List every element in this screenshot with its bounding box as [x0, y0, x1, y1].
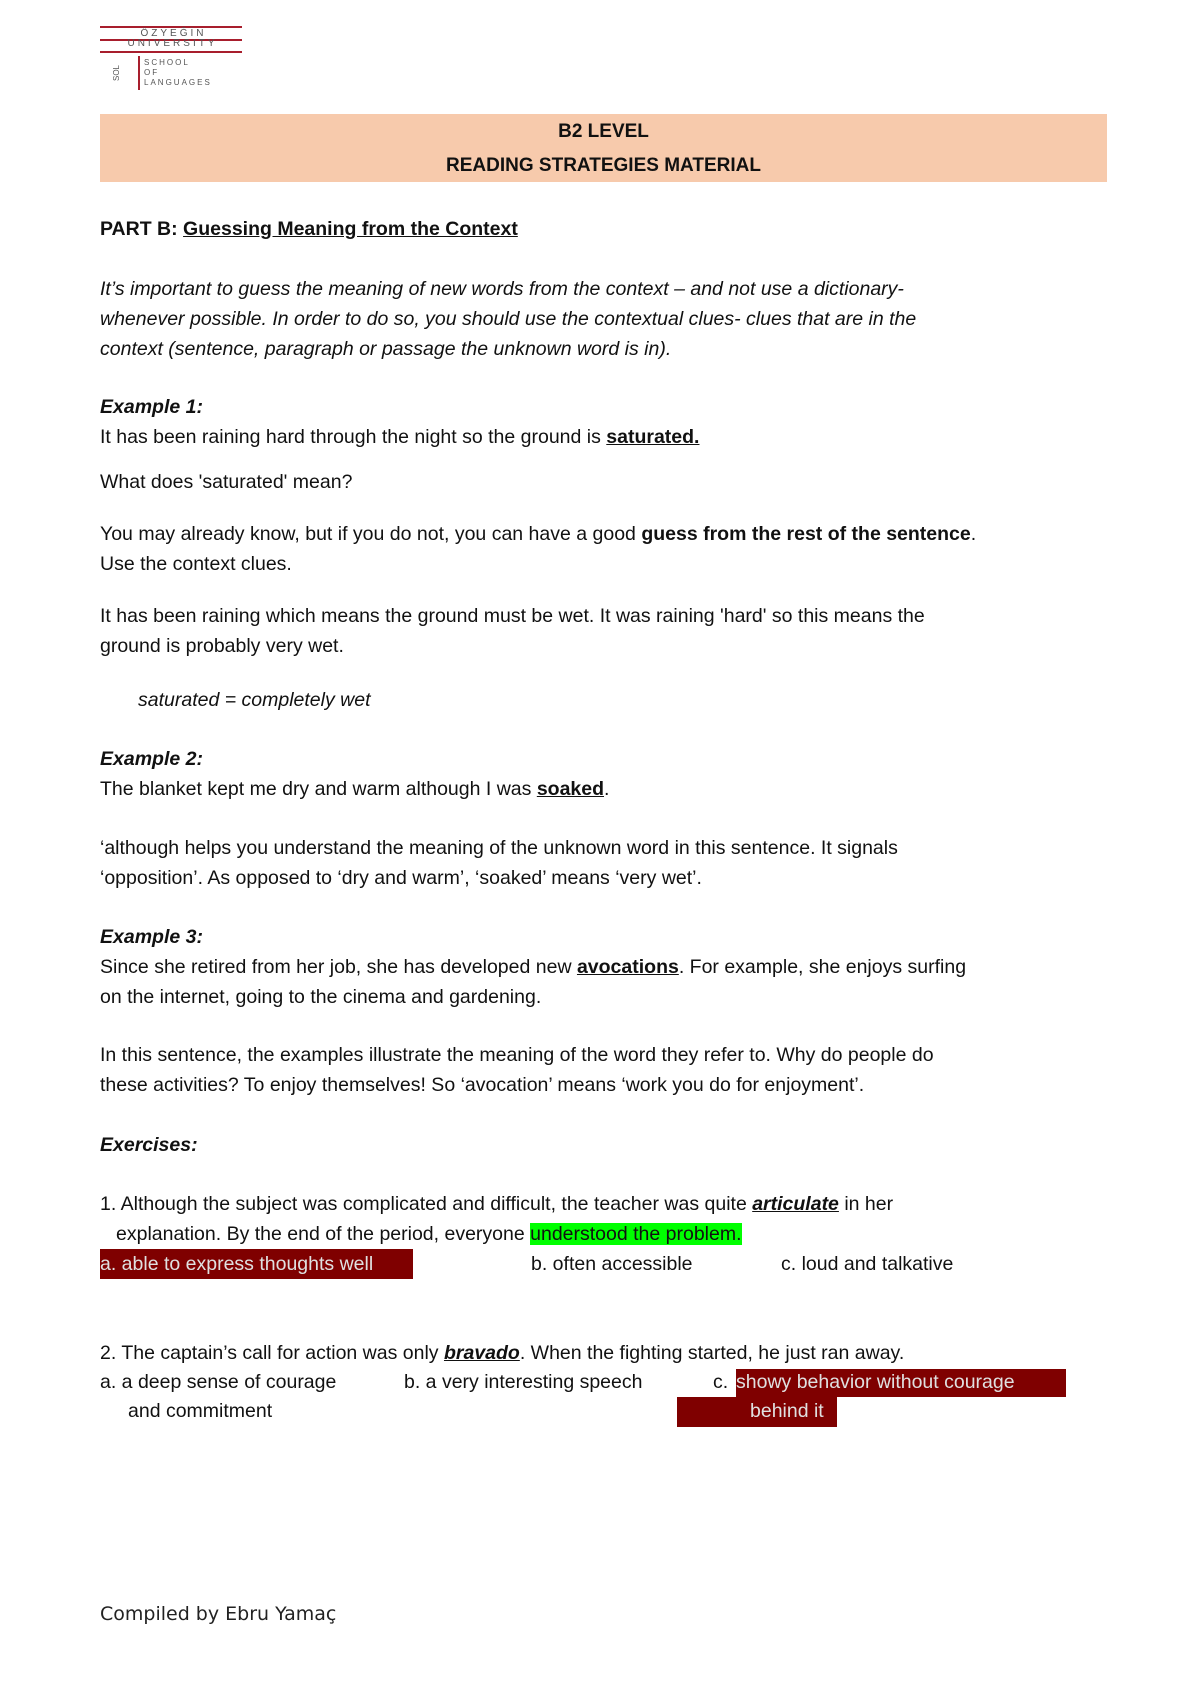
example2-word: soaked	[536, 778, 605, 800]
exercise2-text: 2. The captain’s call for action was only	[100, 1342, 444, 1364]
exercise2-option-b: b. a very interesting speech	[404, 1371, 643, 1393]
example1-paragraph1	[100, 519, 976, 549]
exercise2-option-a: a. a deep sense of courage	[100, 1371, 337, 1393]
example1-p1-bold: guess from the rest of the sentence	[641, 523, 971, 545]
example3-sentence-text: Since she retired from her job, she has developed new	[100, 956, 577, 978]
footer-credit: Compiled by Ebru Yamaç	[100, 1603, 337, 1625]
university-logo	[100, 26, 245, 92]
level-title: B2 LEVEL	[558, 121, 649, 142]
exercises-heading: Exercises:	[100, 1134, 198, 1156]
logo-school-text	[144, 58, 212, 88]
intro-line: context (sentence, paragraph or passage the unknown word is in).	[100, 338, 672, 360]
exercise1-text-end: in her	[838, 1193, 894, 1215]
example2-sentence	[100, 774, 609, 804]
example3-explanation: these activities? To enjoy themselves! So ‘avocation’ means ‘work you do for enjoyment’.	[100, 1074, 865, 1096]
exercise1-question-line2	[116, 1219, 742, 1249]
exercise1-text: 1. Although the subject was complicated and difficult, the teacher was quite	[100, 1193, 753, 1215]
example1-question: What does 'saturated' mean?	[100, 471, 353, 493]
example1-sentence	[100, 422, 699, 452]
example2-sentence-text: The blanket kept me dry and warm although I was	[100, 778, 537, 800]
example1-p2-line2: ground is probably very wet.	[100, 635, 344, 657]
part-title: Guessing Meaning from the Context	[183, 218, 518, 240]
exercise1-option-a: a. able to express thoughts well	[100, 1249, 413, 1279]
exercise1-line2-text: explanation. By the end of the period, everyone	[116, 1223, 531, 1245]
exercise2-option-c: showy behavior without courage	[736, 1371, 1015, 1393]
example3-explanation: In this sentence, the examples illustrate the meaning of the word they refer to. Why do people do	[100, 1044, 934, 1066]
logo-school-line: LANGUAGES	[144, 78, 212, 87]
example1-sentence-text: It has been raining hard through the night so the ground is	[100, 426, 607, 448]
example1-definition: saturated = completely wet	[138, 689, 371, 711]
part-heading	[100, 214, 518, 244]
logo-rule-bottom	[100, 51, 242, 53]
example2-explanation: ‘opposition’. As opposed to ‘dry and warm’, ‘soaked’ means ‘very wet’.	[100, 867, 702, 889]
exercise2-option-c-label: c.	[713, 1371, 729, 1393]
example2-sentence-end: .	[604, 778, 610, 800]
example1-p1-line2: Use the context clues.	[100, 553, 292, 575]
exercise2-option-c-line2: behind it	[750, 1400, 824, 1422]
intro-line: It’s important to guess the meaning of new words from the context – and not use a dictionary-	[100, 278, 904, 300]
example3-sentence-end: . For example, she enjoys surfing	[678, 956, 967, 978]
title-band	[100, 114, 1107, 182]
example2-explanation: ‘although helps you understand the meaning of the unknown word in this sentence. It signals	[100, 837, 898, 859]
example3-sentence-line2: on the internet, going to the cinema and gardening.	[100, 986, 542, 1008]
part-label: PART B:	[100, 218, 184, 240]
exercise1-word: articulate	[752, 1193, 839, 1215]
logo-school-line: SCHOOL	[144, 58, 190, 67]
exercise1-highlight: understood the problem.	[530, 1223, 742, 1245]
exercise2-text-end: . When the fighting started, he just ran away.	[519, 1342, 905, 1364]
example1-word: saturated.	[606, 426, 700, 448]
intro-line: whenever possible. In order to do so, you should use the contextual clues- clues that are in the	[100, 308, 917, 330]
exercise1-option-a-wrap	[100, 1249, 413, 1279]
example1-heading: Example 1:	[100, 396, 203, 418]
exercise2-word: bravado	[443, 1342, 520, 1364]
example1-p2-line1: It has been raining which means the ground must be wet. It was raining 'hard' so this means the	[100, 605, 925, 627]
example3-heading: Example 3:	[100, 926, 203, 948]
example1-p1-text: You may already know, but if you do not, you can have a good	[100, 523, 642, 545]
example1-p1-end: .	[970, 523, 977, 545]
logo-school-line: OF	[144, 68, 160, 77]
logo-line1: ÖZYEĞİN	[140, 28, 207, 39]
exercise2-option-a-line2: and commitment	[128, 1400, 273, 1422]
exercise1-option-c: c. loud and talkative	[781, 1253, 954, 1275]
exercise1-option-b: b. often accessible	[531, 1253, 693, 1275]
material-title: READING STRATEGIES MATERIAL	[446, 155, 761, 176]
example3-word: avocations	[576, 956, 679, 978]
exercise2-question	[100, 1338, 904, 1368]
example3-sentence	[100, 952, 966, 982]
logo-side-text: SOL	[112, 65, 121, 82]
example2-heading: Example 2:	[100, 748, 203, 770]
exercise1-question	[100, 1189, 893, 1219]
logo-vertical-bar	[138, 56, 140, 90]
logo-line2: UNIVERSITY	[127, 38, 218, 49]
